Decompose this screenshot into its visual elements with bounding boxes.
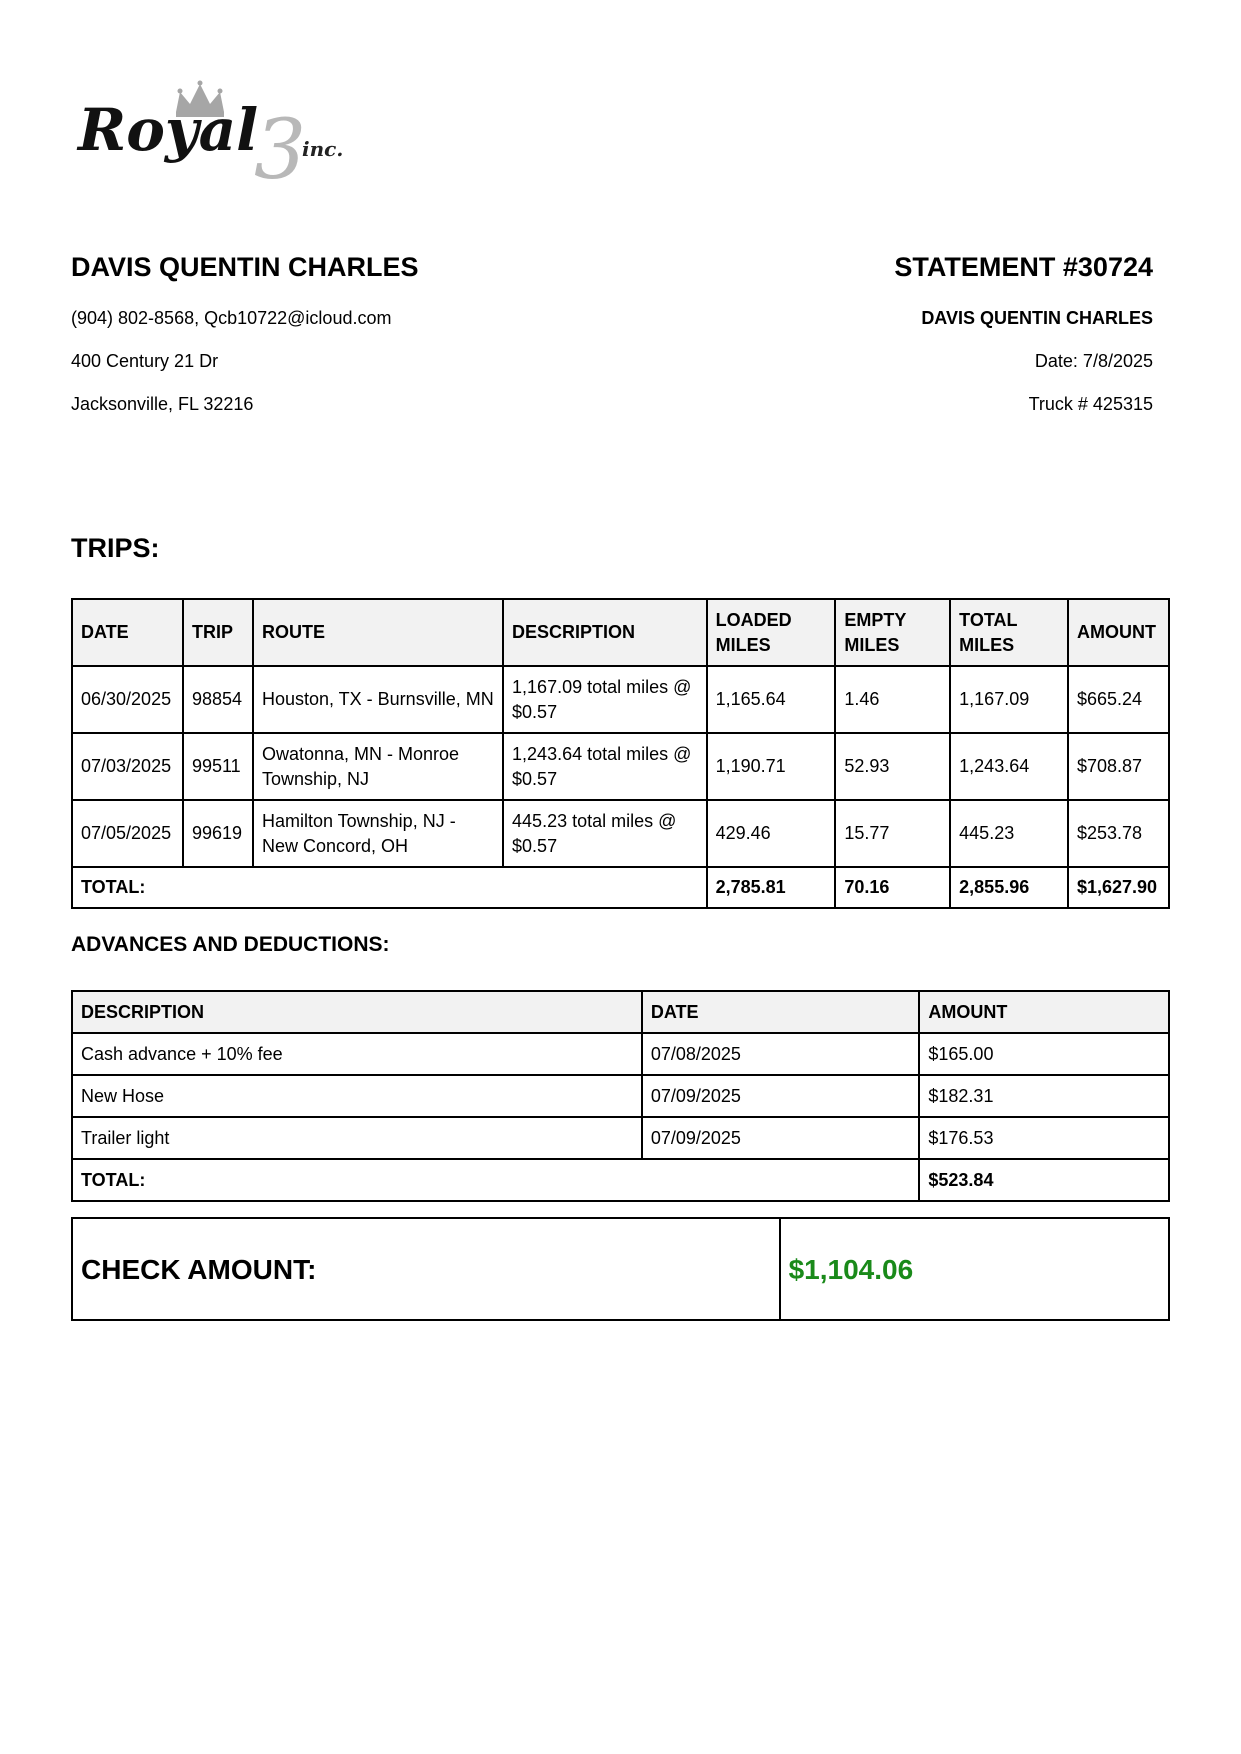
statement-date: Date: 7/8/2025	[1034, 351, 1153, 371]
trip-route: Houston, TX - Burnsville, MN	[253, 666, 503, 733]
check-amount-value: $1,104.06	[780, 1218, 1169, 1320]
trips-table	[71, 598, 1170, 909]
trip-route: Owatonna, MN - Monroe Township, NJ	[253, 733, 503, 800]
col-empty-miles: EMPTY MILES	[835, 599, 950, 666]
col-description: DESCRIPTION	[72, 991, 642, 1033]
trip-empty-miles: 52.93	[835, 733, 950, 800]
trip-total-miles: 1,167.09	[950, 666, 1068, 733]
trips-total-miles: 2,855.96	[950, 867, 1068, 908]
statement-driver-name: DAVIS QUENTIN CHARLES	[921, 308, 1153, 328]
col-amount: AMOUNT	[1068, 599, 1169, 666]
statement-title: STATEMENT #30724	[894, 252, 1153, 282]
svg-text:inc.: inc.	[302, 137, 344, 161]
trip-empty-miles: 1.46	[835, 666, 950, 733]
table-row	[72, 1117, 1169, 1159]
trips-total-label: TOTAL:	[72, 867, 707, 908]
table-row	[72, 666, 1169, 733]
deduction-amount: $176.53	[919, 1117, 1169, 1159]
trip-route: Hamilton Township, NJ - New Concord, OH	[253, 800, 503, 867]
trip-total-miles: 445.23	[950, 800, 1068, 867]
advances-heading: ADVANCES AND DEDUCTIONS:	[71, 933, 390, 956]
col-date: DATE	[72, 599, 183, 666]
check-amount-label: CHECK AMOUNT:	[72, 1218, 780, 1320]
advances-header-row	[72, 991, 1169, 1033]
royal3-logo-mark	[76, 74, 386, 194]
trip-total-miles: 1,243.64	[950, 733, 1068, 800]
deduction-date: 07/08/2025	[642, 1033, 920, 1075]
check-amount-box	[71, 1217, 1170, 1321]
col-amount: AMOUNT	[919, 991, 1169, 1033]
svg-text:Royal: Royal	[78, 96, 259, 164]
trips-header-row	[72, 599, 1169, 666]
driver-street: 400 Century 21 Dr	[71, 351, 219, 371]
trip-empty-miles: 15.77	[835, 800, 950, 867]
trips-total-loaded: 2,785.81	[707, 867, 836, 908]
col-trip: TRIP	[183, 599, 253, 666]
trip-number: 98854	[183, 666, 253, 733]
svg-text:3: 3	[254, 103, 307, 194]
check-amount-row	[72, 1218, 1169, 1320]
deduction-description: Cash advance + 10% fee	[72, 1033, 642, 1075]
col-total-miles: TOTAL MILES	[950, 599, 1068, 666]
trip-description: 1,167.09 total miles @ $0.57	[503, 666, 707, 733]
col-route: ROUTE	[253, 599, 503, 666]
table-row	[72, 1033, 1169, 1075]
advances-table	[71, 990, 1170, 1202]
trips-heading: TRIPS:	[71, 533, 160, 563]
trip-amount: $708.87	[1068, 733, 1169, 800]
trips-total-row	[72, 867, 1169, 908]
driver-city: Jacksonville, FL 32216	[71, 394, 254, 414]
trip-loaded-miles: 1,190.71	[707, 733, 836, 800]
col-description: DESCRIPTION	[503, 599, 707, 666]
col-date: DATE	[642, 991, 920, 1033]
trip-amount: $253.78	[1068, 800, 1169, 867]
trip-loaded-miles: 429.46	[707, 800, 836, 867]
trip-date: 07/03/2025	[72, 733, 183, 800]
advances-total-label: TOTAL:	[72, 1159, 919, 1201]
advances-total-row	[72, 1159, 1169, 1201]
deduction-description: New Hose	[72, 1075, 642, 1117]
driver-contact: (904) 802-8568, Qcb10722@icloud.com	[71, 308, 392, 328]
company-logo	[76, 74, 386, 194]
advances-total-amount: $523.84	[919, 1159, 1169, 1201]
deduction-date: 07/09/2025	[642, 1117, 920, 1159]
table-row	[72, 800, 1169, 867]
statement-info	[593, 249, 1153, 415]
trip-amount: $665.24	[1068, 666, 1169, 733]
driver-name: DAVIS QUENTIN CHARLES	[71, 252, 419, 282]
trip-loaded-miles: 1,165.64	[707, 666, 836, 733]
trip-number: 99619	[183, 800, 253, 867]
trip-number: 99511	[183, 733, 253, 800]
trip-description: 445.23 total miles @ $0.57	[503, 800, 707, 867]
driver-info	[71, 249, 631, 415]
statement-truck: Truck # 425315	[1028, 394, 1153, 414]
deduction-description: Trailer light	[72, 1117, 642, 1159]
trips-total-amount: $1,627.90	[1068, 867, 1169, 908]
table-row	[72, 1075, 1169, 1117]
trips-total-empty: 70.16	[835, 867, 950, 908]
deduction-amount: $182.31	[919, 1075, 1169, 1117]
deduction-amount: $165.00	[919, 1033, 1169, 1075]
trip-description: 1,243.64 total miles @ $0.57	[503, 733, 707, 800]
col-loaded-miles: LOADED MILES	[707, 599, 836, 666]
table-row	[72, 733, 1169, 800]
deduction-date: 07/09/2025	[642, 1075, 920, 1117]
trip-date: 06/30/2025	[72, 666, 183, 733]
trip-date: 07/05/2025	[72, 800, 183, 867]
